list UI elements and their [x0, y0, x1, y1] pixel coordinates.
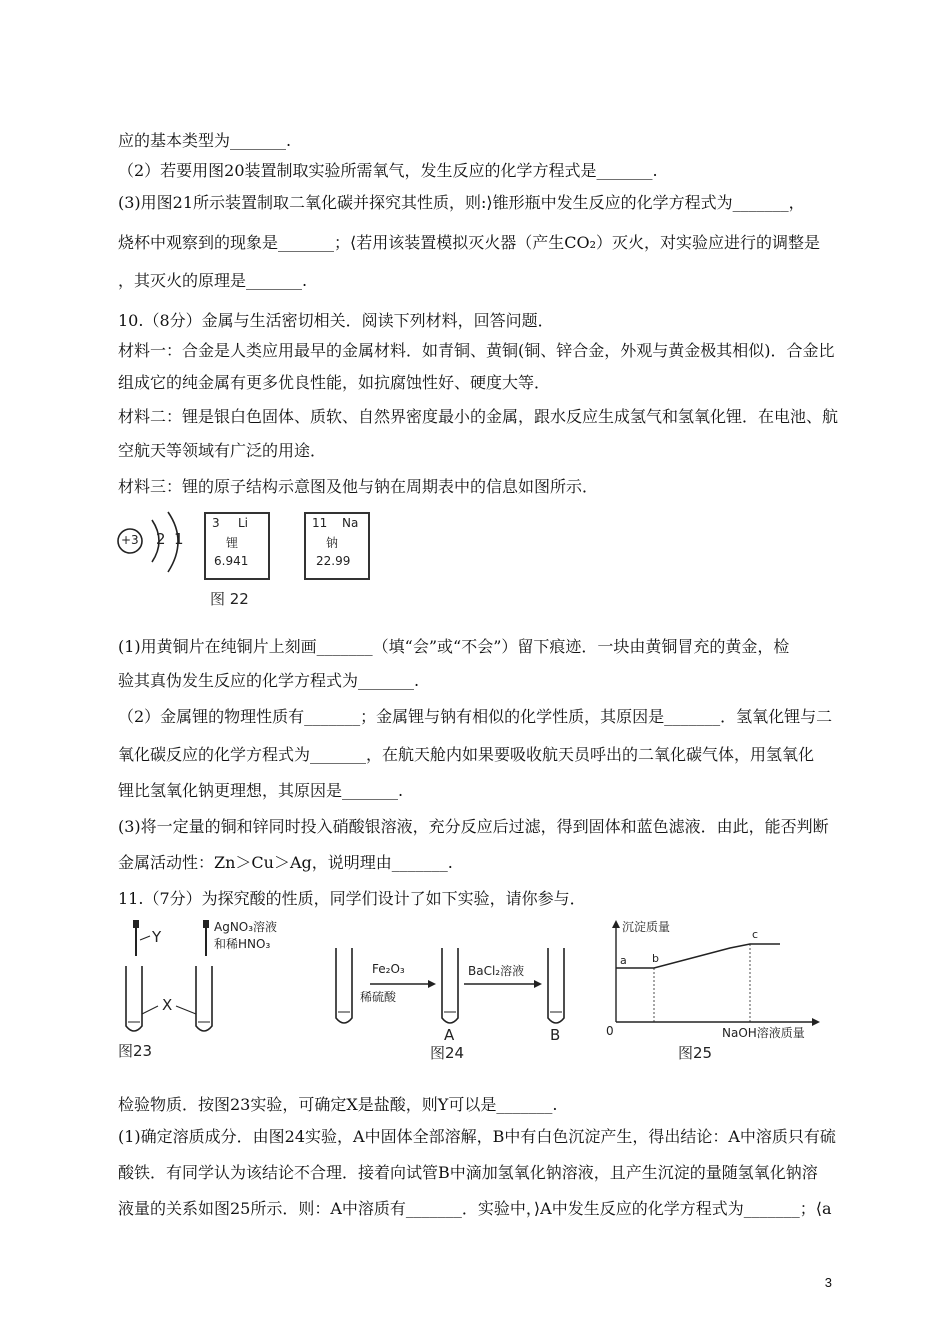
lithium-element-cell — [204, 512, 270, 580]
test-tubes-24 — [330, 918, 590, 1038]
text-line-9: 材料二：锂是银白色固体、质软、自然界密度最小的金属，跟水反应生成氢气和氢氧化锂．在电池、航 — [118, 407, 839, 426]
text-line-16: 锂比氢氧化钠更理想，其原因是_______. — [118, 781, 404, 800]
precipitate-graph — [602, 918, 842, 1038]
text-line-11: 材料三：锂的原子结构示意图及他与钠在周期表中的信息如图所示． — [118, 477, 599, 496]
text-line-2: （2）若要用图20装置制取实验所需氧气，发生反应的化学方程式是_______. — [118, 161, 658, 180]
naoh-mass-axis-label: NaOH溶液质量 — [722, 1026, 805, 1040]
lithium-name: 锂 — [226, 536, 239, 550]
tube-a-label: A — [444, 1026, 455, 1044]
sodium-mass: 22.99 — [316, 554, 351, 568]
silver-nitrate-label: AgNO₃溶液 — [214, 920, 278, 934]
figure-24 — [330, 918, 590, 1066]
barium-chloride-label: BaCl₂溶液 — [468, 964, 525, 978]
figure-22-caption: 图 22 — [210, 590, 249, 608]
lithium-number: 3 — [212, 516, 220, 530]
figure-23-caption: 图23 — [118, 1042, 153, 1060]
reagent-y-label: Y — [152, 928, 162, 946]
text-line-12: (1)用黄铜片在纯铜片上刻画_______（填“会”或“不会”）留下痕迹．一块由黄铜冒充的黄金，检 — [118, 637, 790, 656]
text-line-21: (1)确定溶质成分．由图24实验，A中固体全部溶解，B中有白色沉淀产生，得出结论：A中溶质只有硫 — [118, 1127, 836, 1146]
text-line-4: 烧杯中观察到的现象是_______；⟨若用该装置模拟灭火器（产生CO₂）灭火，对实验应进行的调整是 — [118, 233, 821, 252]
point-b-label: b — [652, 952, 659, 965]
point-c-label: c — [752, 928, 759, 941]
sodium-symbol: Na — [342, 516, 359, 530]
text-line-3: (3)用图21所示装置制取二氧化碳并探究其性质，则:⟩锥形瓶中发生反应的化学方程式为_______， — [118, 193, 805, 212]
sodium-name: 钠 — [326, 536, 339, 550]
dilute-sulfuric-acid-label: 稀硫酸 — [360, 990, 397, 1004]
text-line-19: 11.（7分）为探究酸的性质，同学们设计了如下实验，请你参与． — [118, 889, 586, 908]
text-line-17: (3)将一定量的铜和锌同时投入硝酸银溶液，充分反应后过滤，得到固体和蓝色滤液．由此，能否判断 — [118, 817, 829, 836]
text-line-13: 验其真伪发生反应的化学方程式为_______. — [118, 671, 420, 690]
text-line-10: 空航天等领域有广泛的用途． — [118, 441, 327, 460]
text-line-5: ，其灭火的原理是_______. — [118, 271, 308, 290]
text-line-8: 组成它的纯金属有更多优良性能，如抗腐蚀性好、硬度大等． — [118, 373, 551, 392]
figure-25-caption: 图25 — [678, 1044, 713, 1062]
text-line-14: （2）金属锂的物理性质有_______；金属锂与钠有相似的化学性质，其原因是_______．氢氧化锂与二 — [118, 707, 833, 726]
text-line-1: 应的基本类型为_______. — [118, 131, 292, 150]
figure-24-caption: 图24 — [430, 1044, 465, 1062]
text-line-22: 酸铁．有同学认为该结论不合理．接着向试管B中滴加氢氧化钠溶液，且产生沉淀的量随氢氧化钠溶 — [118, 1163, 818, 1182]
origin-label: 0 — [606, 1024, 614, 1038]
text-line-15: 氧化碳反应的化学方程式为_______，在航天舱内如果要吸收航天员呼出的二氧化碳气体，用氢氧化 — [118, 745, 815, 764]
dilute-nitric-acid-label: 和稀HNO₃ — [214, 937, 271, 951]
figure-23 — [112, 918, 322, 1066]
page-number: 3 — [824, 1275, 832, 1290]
text-line-20: 检验物质．按图23实验，可确定X是盐酸，则Y可以是_______. — [118, 1095, 558, 1114]
lithium-symbol: Li — [238, 516, 249, 530]
shell-electrons-1: 2 — [156, 530, 166, 548]
sodium-number: 11 — [312, 516, 328, 530]
text-line-18: 金属活动性：Zn＞Cu＞Ag，说明理由_______. — [118, 853, 453, 872]
shell-electrons-2: 1 — [174, 530, 184, 548]
text-line-6: 10.（8分）金属与生活密切相关．阅读下列材料，回答问题． — [118, 311, 554, 330]
text-line-23: 液量的关系如图25所示．则：A中溶质有_______．实验中，⟩A中发生反应的化学方程式为_______；⟨a — [118, 1199, 832, 1218]
solution-x-label: X — [162, 996, 173, 1014]
iron-oxide-label: Fe₂O₃ — [372, 962, 405, 976]
text-line-7: 材料一：合金是人类应用最早的金属材料．如青铜、黄铜(铜、锌合金，外观与黄金极其相似)．合金比 — [118, 341, 835, 360]
precipitate-mass-axis-label: 沉淀质量 — [622, 920, 671, 934]
sodium-element-cell — [304, 512, 370, 580]
figure-22 — [112, 508, 382, 610]
nucleus-charge: +3 — [121, 533, 139, 547]
point-a-label: a — [620, 954, 627, 967]
lithium-mass: 6.941 — [214, 554, 249, 568]
tube-b-label: B — [550, 1026, 561, 1044]
figure-25 — [602, 918, 842, 1066]
